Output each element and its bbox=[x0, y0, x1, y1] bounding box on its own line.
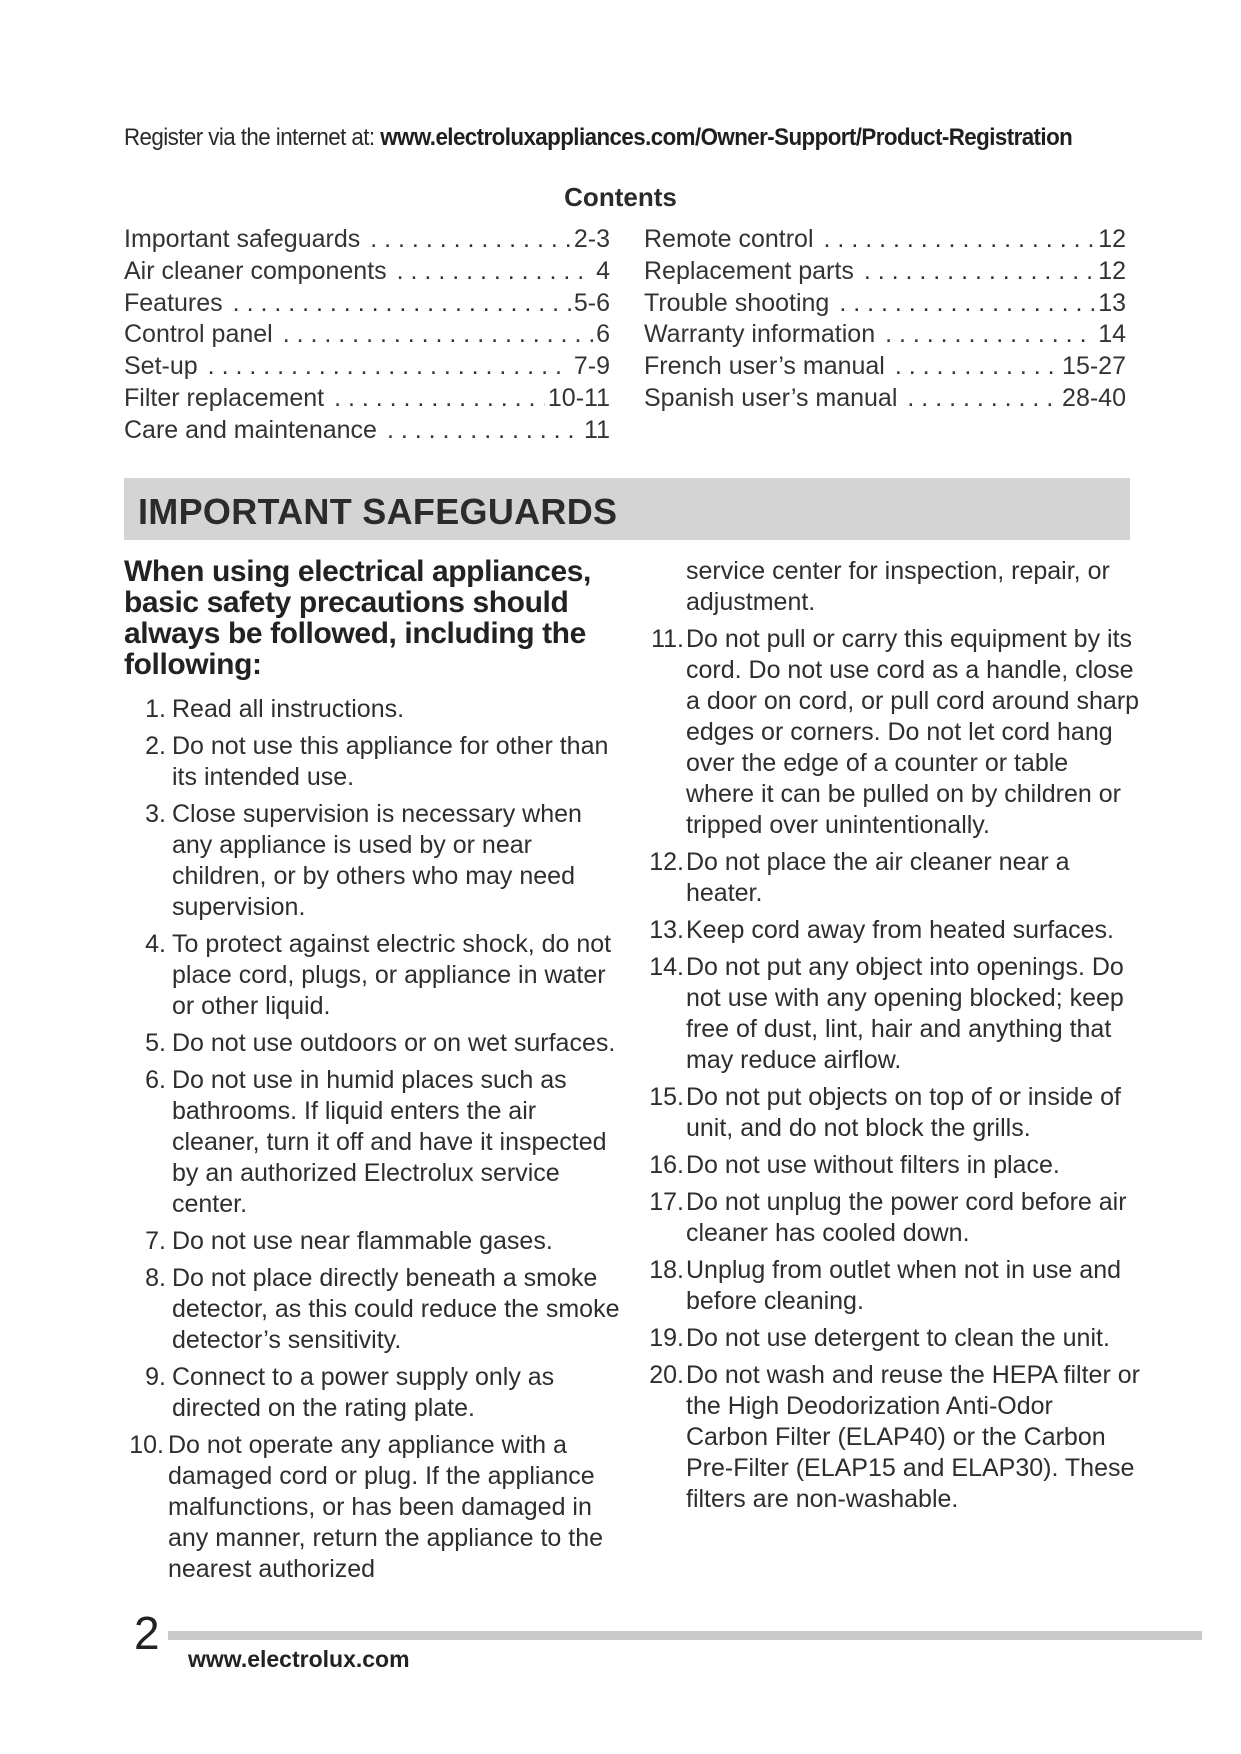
safeguard-item: 11. Do not pull or carry this equipment by its cord. Do not use cord as a handle, close a door on cord, or pull cord around sharp edges or corners. Do not let cord hang over the edge of a counter or table where it can be pulled on by children or tripped over unintentionally. bbox=[651, 625, 1140, 839]
safeguard-item: 4. To protect against electric shock, do not place cord, plugs, or appliance in water or other liquid. bbox=[145, 930, 612, 1020]
safeguards-right-column bbox=[640, 556, 1140, 1521]
toc-entry: Set-up . . . 7-9 bbox=[124, 352, 610, 384]
toc-entry: Features . . . 5-6 bbox=[124, 289, 610, 321]
toc-entry: Replacement parts . . . 12 bbox=[644, 257, 1126, 289]
page-number: 2 bbox=[134, 1607, 160, 1659]
safeguard-item: 19. Do not use detergent to clean the unit. bbox=[649, 1324, 1110, 1352]
safeguard-item: 18. Unplug from outlet when not in use and before cleaning. bbox=[649, 1256, 1121, 1315]
safeguard-item: 12. Do not place the air cleaner near a heater. bbox=[649, 848, 1070, 907]
footer-rule bbox=[168, 1631, 1202, 1640]
toc-left-column bbox=[124, 225, 610, 448]
footer-url-link[interactable]: www.electrolux.com bbox=[188, 1646, 410, 1672]
safeguard-item: 20. Do not wash and reuse the HEPA filter or the High Deodorization Anti-Odor Carbon Filter (ELAP40) or the Carbon Pre-Filter (ELAP15 and ELAP30). These filters are non-washable. bbox=[649, 1361, 1140, 1513]
safeguard-item-continuation: service center for inspection, repair, or adjustment. bbox=[686, 557, 1110, 616]
safeguard-item: 2. Do not use this appliance for other than its intended use. bbox=[145, 732, 609, 791]
toc-entry: French user’s manual . . . 15-27 bbox=[644, 352, 1126, 384]
safeguard-item: 7. Do not use near flammable gases. bbox=[145, 1227, 553, 1255]
toc-entry: Filter replacement . . . 10-11 bbox=[124, 384, 610, 416]
safeguard-item: 1. Read all instructions. bbox=[145, 695, 405, 723]
safeguards-left-column bbox=[124, 556, 624, 1591]
safeguard-item: 3. Close supervision is necessary when any appliance is used by or near children, or by others who may need supervision. bbox=[145, 800, 582, 921]
toc-entry: Control panel . . . 6 bbox=[124, 320, 610, 352]
safeguard-item: 6. Do not use in humid places such as bathrooms. If liquid enters the air cleaner, turn it off and have it inspected by an authorized Electrolux service center. bbox=[145, 1066, 607, 1218]
safeguard-item: 8. Do not place directly beneath a smoke detector, as this could reduce the smoke detector’s sensitivity. bbox=[145, 1264, 620, 1354]
toc-entry: Air cleaner components . . . 4 bbox=[124, 257, 610, 289]
section-banner bbox=[124, 478, 1130, 540]
toc-entry: Trouble shooting . . . 13 bbox=[644, 289, 1126, 321]
safeguard-item: 5. Do not use outdoors or on wet surfaces. bbox=[145, 1029, 616, 1057]
toc-entry: Care and maintenance . . . 11 bbox=[124, 416, 610, 448]
toc-entry: Warranty information . . . 14 bbox=[644, 320, 1126, 352]
toc-entry: Remote control . . . 12 bbox=[644, 225, 1126, 257]
safeguard-item: 17. Do not unplug the power cord before air cleaner has cooled down. bbox=[649, 1188, 1127, 1247]
toc-right-column bbox=[644, 225, 1126, 416]
registration-url-link[interactable]: www.electroluxappliances.com/Owner-Support/Product-Registration bbox=[380, 124, 1073, 151]
safeguard-item: 10. Do not operate any appliance with a damaged cord or plug. If the appliance malfunctions, or has been damaged in any manner, return the appliance to the nearest authorized bbox=[129, 1431, 604, 1583]
toc-entry: Important safeguards . . . 2-3 bbox=[124, 225, 610, 257]
safeguard-item: 16. Do not use without filters in place. bbox=[649, 1151, 1060, 1179]
safeguard-item: 14. Do not put any object into openings. Do not use with any opening blocked; keep free of dust, lint, hair and anything that may reduce airflow. bbox=[649, 953, 1124, 1074]
safeguard-item: 15. Do not put objects on top of or inside of unit, and do not block the grills. bbox=[649, 1083, 1121, 1142]
registration-prefix: Register via the internet at: bbox=[124, 124, 381, 151]
safeguard-item: 13. Keep cord away from heated surfaces. bbox=[649, 916, 1115, 944]
toc-entry: Spanish user’s manual . . . 28-40 bbox=[644, 384, 1126, 416]
safeguard-item: 9. Connect to a power supply only as directed on the rating plate. bbox=[145, 1363, 555, 1422]
section-heading: IMPORTANT SAFEGUARDS bbox=[138, 491, 618, 532]
registration-line bbox=[124, 124, 1073, 152]
contents-title: Contents bbox=[564, 182, 677, 212]
safeguards-intro: When using electrical appliances, basic safety precautions should always be followed, including the following: bbox=[124, 555, 591, 681]
